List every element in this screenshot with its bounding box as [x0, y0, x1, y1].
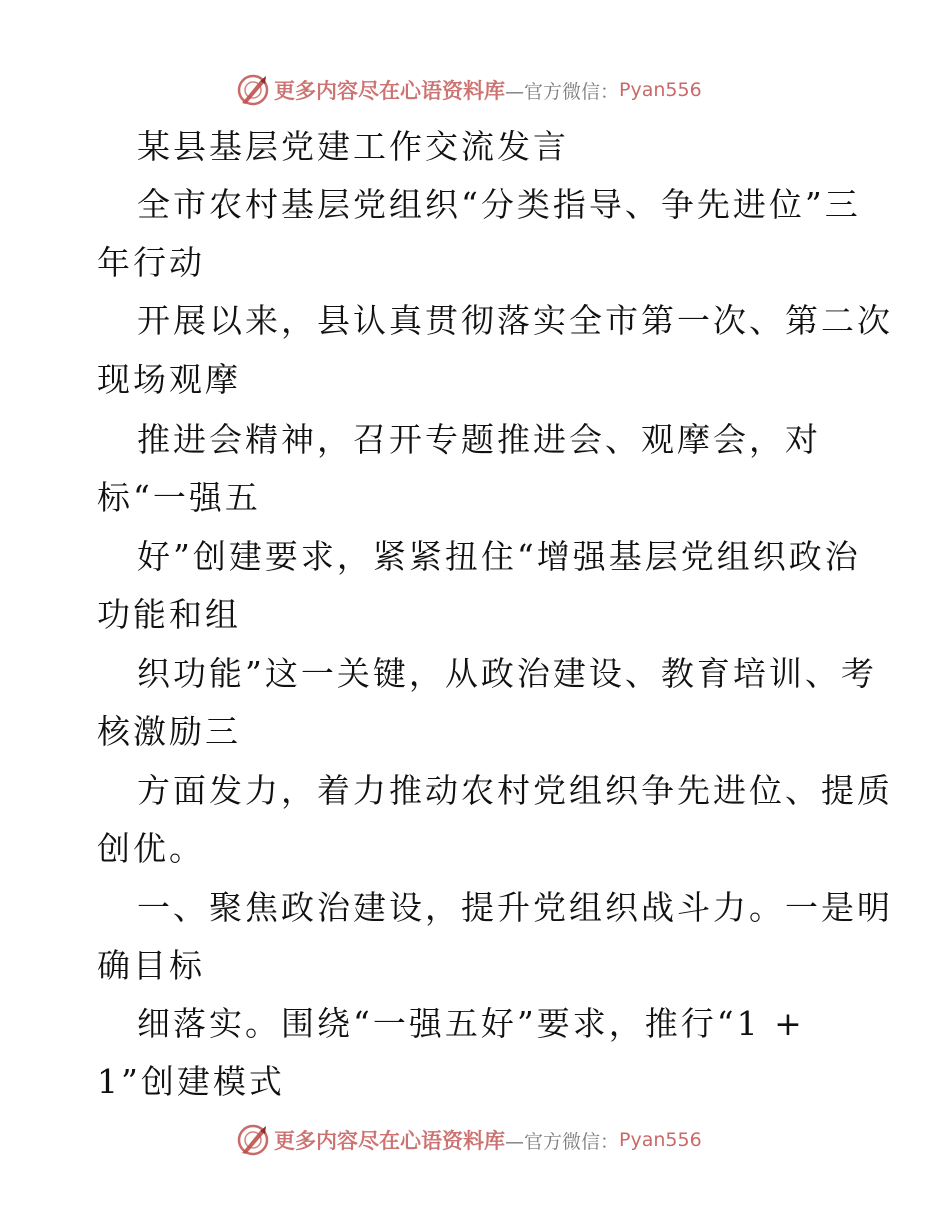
paragraph-line: 好”创建要求，紧紧扭住“增强基层党组织政治: [137, 537, 861, 576]
watermark-text: 更多内容尽在心语资料库: [274, 78, 505, 103]
document-title: 某县基层党建工作交流发言: [137, 127, 569, 166]
quill-pen-seal-icon: [236, 73, 270, 107]
paragraph-line: 创优。: [97, 829, 205, 868]
paragraph-line: 开展以来，县认真贯彻落实全市第一次、第二次: [137, 301, 893, 340]
paragraph-line: 功能和组: [97, 595, 241, 634]
paragraph-line: 推进会精神，召开专题推进会、观摩会，对: [137, 420, 821, 459]
watermark-text: 更多内容尽在心语资料库: [274, 1128, 505, 1153]
paragraph-line: 1”创建模式: [97, 1062, 285, 1101]
header-watermark: [236, 70, 702, 110]
paragraph-line: 方面发力，着力推动农村党组织争先进位、提质: [137, 771, 893, 810]
watermark-wechat-id: Pyan556: [619, 1129, 702, 1151]
paragraph-line: 现场观摩: [97, 360, 241, 399]
footer-watermark: [236, 1120, 702, 1160]
watermark-separator: —官方微信：: [505, 1130, 620, 1153]
quill-pen-seal-icon: [236, 1123, 270, 1157]
paragraph-line: 细落实。围绕“一强五好”要求，推行“1 +: [137, 1004, 805, 1043]
paragraph-line: 年行动: [97, 243, 205, 282]
watermark-wechat-id: Pyan556: [619, 79, 702, 101]
watermark-separator: —官方微信：: [505, 80, 620, 103]
paragraph-line: 全市农村基层党组织“分类指导、争先进位”三: [137, 185, 861, 224]
paragraph-line: 确目标: [97, 946, 205, 985]
paragraph-line: 标“一强五: [97, 478, 261, 517]
paragraph-line: 织功能”这一关键，从政治建设、教育培训、考: [137, 654, 877, 693]
paragraph-line: 核激励三: [97, 712, 241, 751]
section-heading-line: 一、聚焦政治建设，提升党组织战斗力。一是明: [137, 888, 893, 927]
